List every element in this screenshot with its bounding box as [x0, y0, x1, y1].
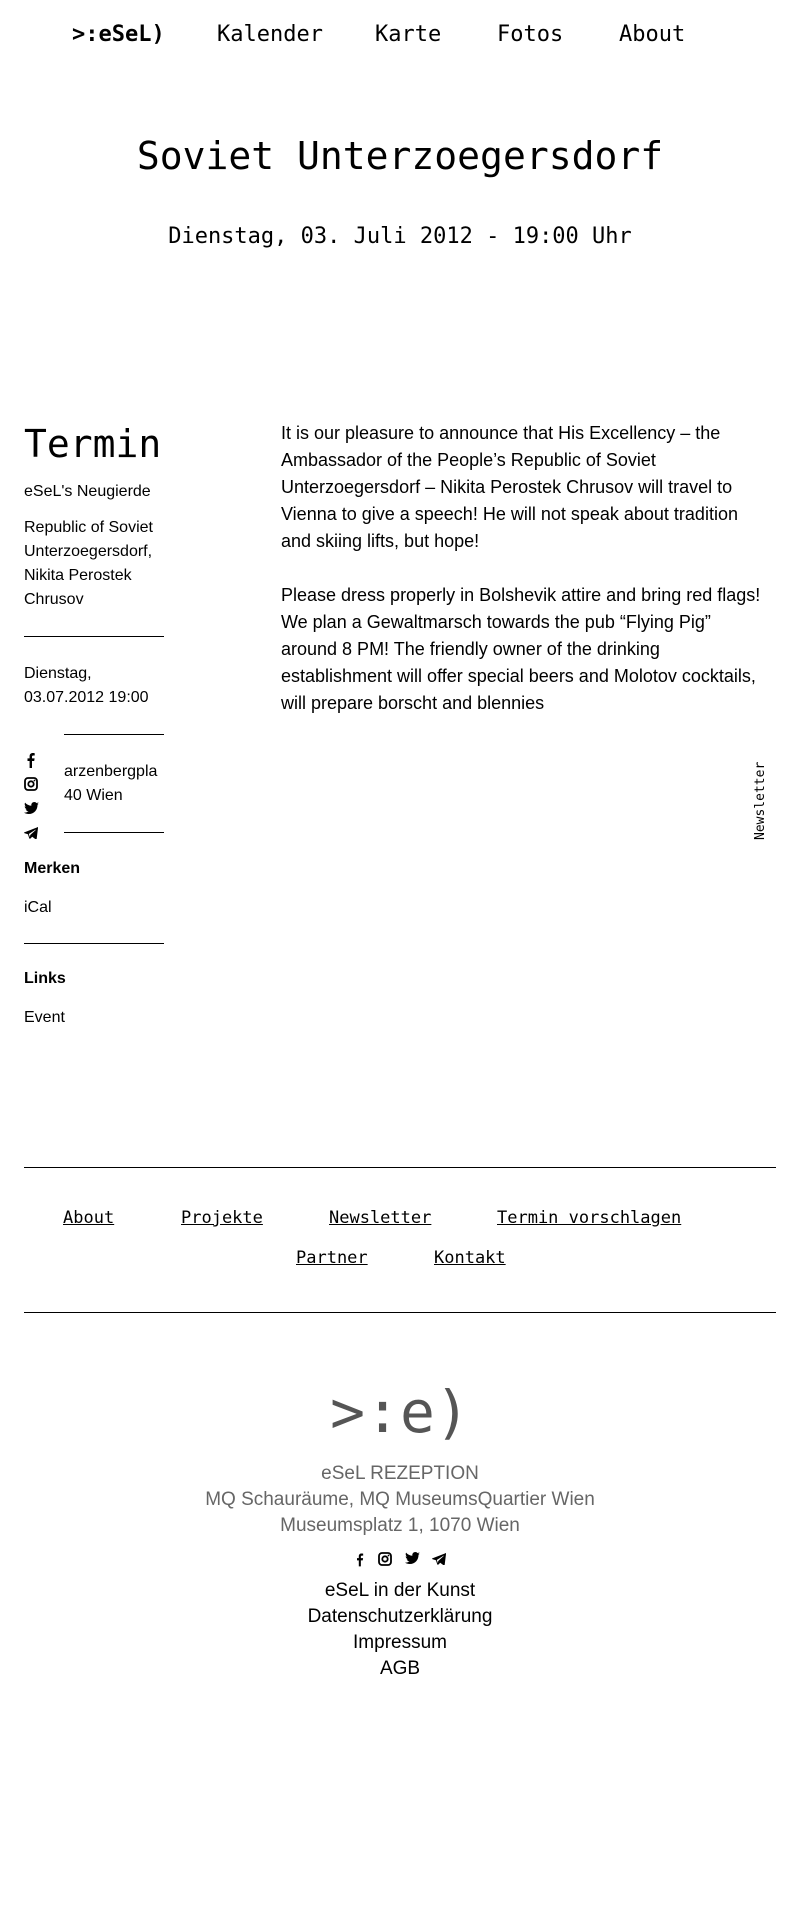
- telegram-icon[interactable]: [432, 1552, 446, 1572]
- facebook-icon[interactable]: [354, 1552, 366, 1572]
- nav-fotos[interactable]: Fotos: [497, 22, 564, 47]
- instagram-icon[interactable]: [378, 1552, 392, 1572]
- page-title: Soviet Unterzoegersdorf: [136, 134, 664, 178]
- date-line: Dienstag,: [24, 665, 92, 682]
- divider: [24, 636, 164, 637]
- address-line: eSeL REZEPTION: [321, 1463, 479, 1484]
- organizer-line: Nikita Perostek: [24, 567, 132, 584]
- footer-link-termin-vorschlagen[interactable]: Termin vorschlagen: [497, 1208, 682, 1228]
- telegram-icon[interactable]: [24, 827, 44, 852]
- footer-logo[interactable]: >:e): [330, 1378, 470, 1446]
- footer-link-agb[interactable]: AGB: [379, 1658, 421, 1679]
- nav-about[interactable]: About: [619, 22, 686, 47]
- sidebar-date: [24, 662, 149, 710]
- event-organizer[interactable]: [24, 516, 153, 612]
- newsletter-tab-label: Newsletter: [753, 761, 768, 840]
- footer-link-newsletter[interactable]: Newsletter: [329, 1208, 432, 1228]
- sidebar-title: Termin: [24, 422, 162, 466]
- links-heading: Links: [24, 970, 66, 987]
- address-line: MQ Schauräume, MQ MuseumsQuartier Wien: [205, 1489, 595, 1510]
- event-description: [281, 420, 771, 744]
- footer-social-icons: [354, 1552, 446, 1572]
- footer-link-impressum[interactable]: Impressum: [353, 1632, 447, 1653]
- address-line: 40 Wien: [64, 787, 123, 804]
- ical-link[interactable]: iCal: [24, 899, 52, 916]
- organizer-line: Unterzoegersdorf,: [24, 543, 153, 560]
- facebook-icon[interactable]: [24, 752, 44, 777]
- footer-link-esel-in-der-kunst[interactable]: eSeL in der Kunst: [324, 1580, 476, 1601]
- merken-heading: Merken: [24, 860, 81, 877]
- footer-link-partner[interactable]: Partner: [296, 1248, 368, 1268]
- footer-links: [0, 1578, 800, 1682]
- share-icons: [24, 752, 44, 852]
- twitter-icon[interactable]: [405, 1552, 420, 1572]
- event-date: Dienstag, 03. Juli 2012 - 19:00 Uhr: [168, 224, 632, 249]
- newsletter-tab[interactable]: [751, 760, 769, 840]
- instagram-icon[interactable]: [24, 777, 44, 802]
- date-line: 03.07.2012 19:00: [24, 689, 149, 706]
- address-line: Museumsplatz 1, 1070 Wien: [280, 1515, 520, 1536]
- description-paragraph: Please dress properly in Bolshevik attire and bring red flags! We plan a Gewaltmarsch towards the pub “Flying Pig” around 8 PM! The friendly owner of the drinking establishment will offer special beers and Molotov cocktails, will prepare borscht and blennies: [281, 585, 761, 713]
- event-address[interactable]: [64, 760, 164, 808]
- organizer-line: Republic of Soviet: [24, 519, 153, 536]
- footer-address: [0, 1461, 800, 1539]
- event-category[interactable]: eSeL's Neugierde: [24, 483, 151, 500]
- footer-link-about[interactable]: About: [63, 1208, 115, 1228]
- twitter-icon[interactable]: [24, 802, 44, 827]
- divider: [64, 734, 164, 735]
- nav-kalender[interactable]: Kalender: [217, 22, 323, 47]
- divider: [24, 943, 164, 944]
- divider: [64, 832, 164, 833]
- description-paragraph: It is our pleasure to announce that His Excellency – the Ambassador of the People’s Republic of Soviet Unterzoegersdorf – Nikita Perostek Chrusov will travel to Vienna to give a speech! He will not speak about tradition and skiing lifts, but hope!: [281, 423, 738, 551]
- organizer-line: Chrusov: [24, 591, 84, 608]
- footer-link-projekte[interactable]: Projekte: [181, 1208, 263, 1228]
- event-link[interactable]: Event: [24, 1009, 65, 1026]
- footer-divider: [24, 1167, 776, 1168]
- footer-divider: [24, 1312, 776, 1313]
- address-line: arzenbergpla: [64, 763, 158, 780]
- site-logo[interactable]: >:eSeL): [72, 22, 165, 47]
- footer-link-datenschutz[interactable]: Datenschutzerklärung: [307, 1606, 493, 1627]
- footer-link-kontakt[interactable]: Kontakt: [434, 1248, 506, 1268]
- nav-karte[interactable]: Karte: [375, 22, 442, 47]
